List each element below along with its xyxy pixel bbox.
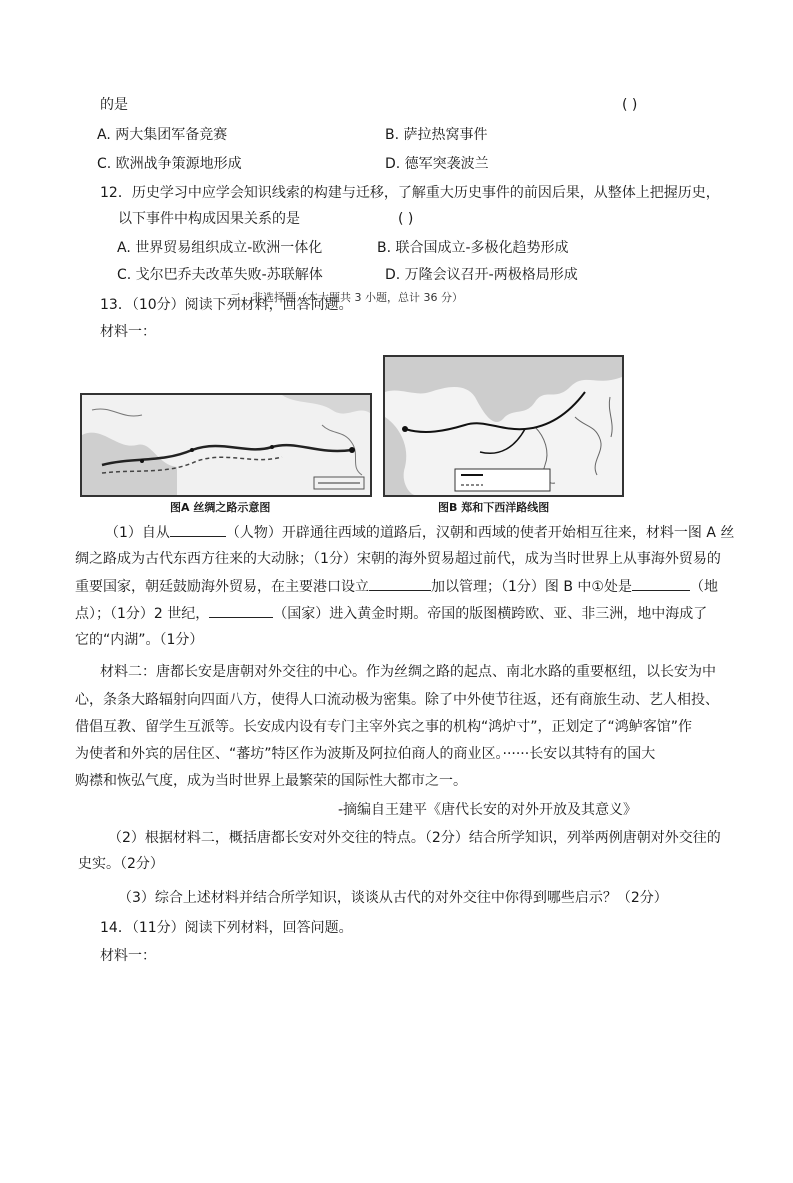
q12-stem-line2: 以下事件中构成因果关系的是 [118,211,300,227]
q13-part1-line3 [75,576,718,597]
map-a-caption: 图A 丝绸之路示意图 [170,501,271,514]
map-figure-group [80,355,625,515]
q13-part2-line2: 史实。（2分） [78,856,164,872]
q12-option-b: B. 联合国成立-多极化趋势形成 [377,240,569,256]
q11-stem-tail: 的是 [100,97,128,113]
q13-part1-line5: 它的“内湖”。（1分） [75,632,204,648]
q11-option-d: D. 德军突袭波兰 [385,156,489,172]
q14-material1-label: 材料一： [100,948,156,964]
q13-part1-seg: 点）；（1分）2 世纪， [75,606,210,622]
map-b-caption: 图B 郑和下西洋路线图 [438,501,550,514]
q13-part1-seg: （人物）开辟通往西域的道路后，汉朝和西域的使者开始相互往来，材料一图 A 丝 [225,525,735,541]
q12-stem-line1: 12．历史学习中应学会知识线索的构建与迁移，了解重大历史事件的前因后果，从整体上把握历史， [100,185,720,201]
q13-material2-line4: 为使者和外宾的居住区、“蕃坊”特区作为波斯及阿拉伯商人的商业区。······长安以其特有的国大 [75,746,656,762]
q11-option-a: A. 两大集团军备竞赛 [97,127,228,143]
answer-blank-country[interactable] [209,603,273,618]
q13-intro: 13．（10分）阅读下列材料，回答问题。 [100,297,353,313]
silk-road-map [80,393,372,497]
q13-part2-line1: （2）根据材料二，概括唐都长安对外交往的特点。（2分）结合所学知识，列举两例唐朝对外交往的 [108,830,721,846]
q12-answer-paren: ( ) [398,211,414,227]
q13-material2-line1: 材料二：唐都长安是唐朝对外交往的中心。作为丝绸之路的起点、南北水路的重要枢纽，以长安为中 [100,664,716,680]
q13-part1-seg: 重要国家，朝廷鼓励海外贸易，在主要港口设立 [75,579,369,595]
q11-option-c: C. 欧洲战争策源地形成 [97,156,242,172]
answer-blank-person[interactable] [170,522,226,537]
q13-part1-seg: （国家）进入黄金时期。帝国的版图横跨欧、亚、非三洲，地中海成了 [273,606,708,622]
q13-part1-line1 [105,522,734,543]
q13-part3: （3）综合上述材料并结合所学知识，谈谈从古代的对外交往中你得到哪些启示？（2分） [118,890,668,906]
q14-intro: 14．（11分）阅读下列材料，回答问题。 [100,920,353,936]
q13-material1-label: 材料一： [100,324,156,340]
q13-material2-line3: 借倡互教、留学生互派等。长安成内设有专门主宰外宾之事的机构“鸿炉寸”，正划定了“鸿鲈客馆”作 [75,719,693,735]
q11-option-b: B. 萨拉热窝事件 [385,127,488,143]
q13-material2-source: -摘编自王建平《唐代长安的对外开放及其意义》 [338,802,638,818]
q13-part1-seg: （1）自从 [105,525,170,541]
q13-part1-line2: 绸之路成为古代东西方往来的大动脉；（1分）宋朝的海外贸易超过前代，成为当时世界上从事海外贸易的 [75,551,721,567]
q13-part1-line4 [75,603,707,624]
answer-blank-location[interactable] [632,576,690,591]
q12-option-d: D. 万隆会议召开-两极格局形成 [385,267,578,283]
answer-blank-institution[interactable] [369,576,431,591]
zheng-he-voyage-map [383,355,624,497]
q13-part1-seg: 加以管理；（1分）图 B 中①处是 [431,579,632,595]
q13-material2-line2: 心，条条大路辐射向四面八方，使得人口流动极为密集。除了中外使节往返，还有商旅生动、艺人相投、 [75,692,719,708]
q11-answer-paren: ( ) [622,97,638,113]
q12-option-a: A. 世界贸易组织成立-欧洲一体化 [117,240,323,256]
q13-part1-seg: （地 [689,579,718,595]
section-header: 二、非选择题（本大题共 3 小题，总计 36 分） [230,291,463,304]
q13-material2-line5: 购襟和恢弘气度，成为当时世界上最繁荣的国际性大都市之一。 [75,773,467,789]
q12-option-c: C. 戈尔巴乔夫改革失败-苏联解体 [117,267,323,283]
